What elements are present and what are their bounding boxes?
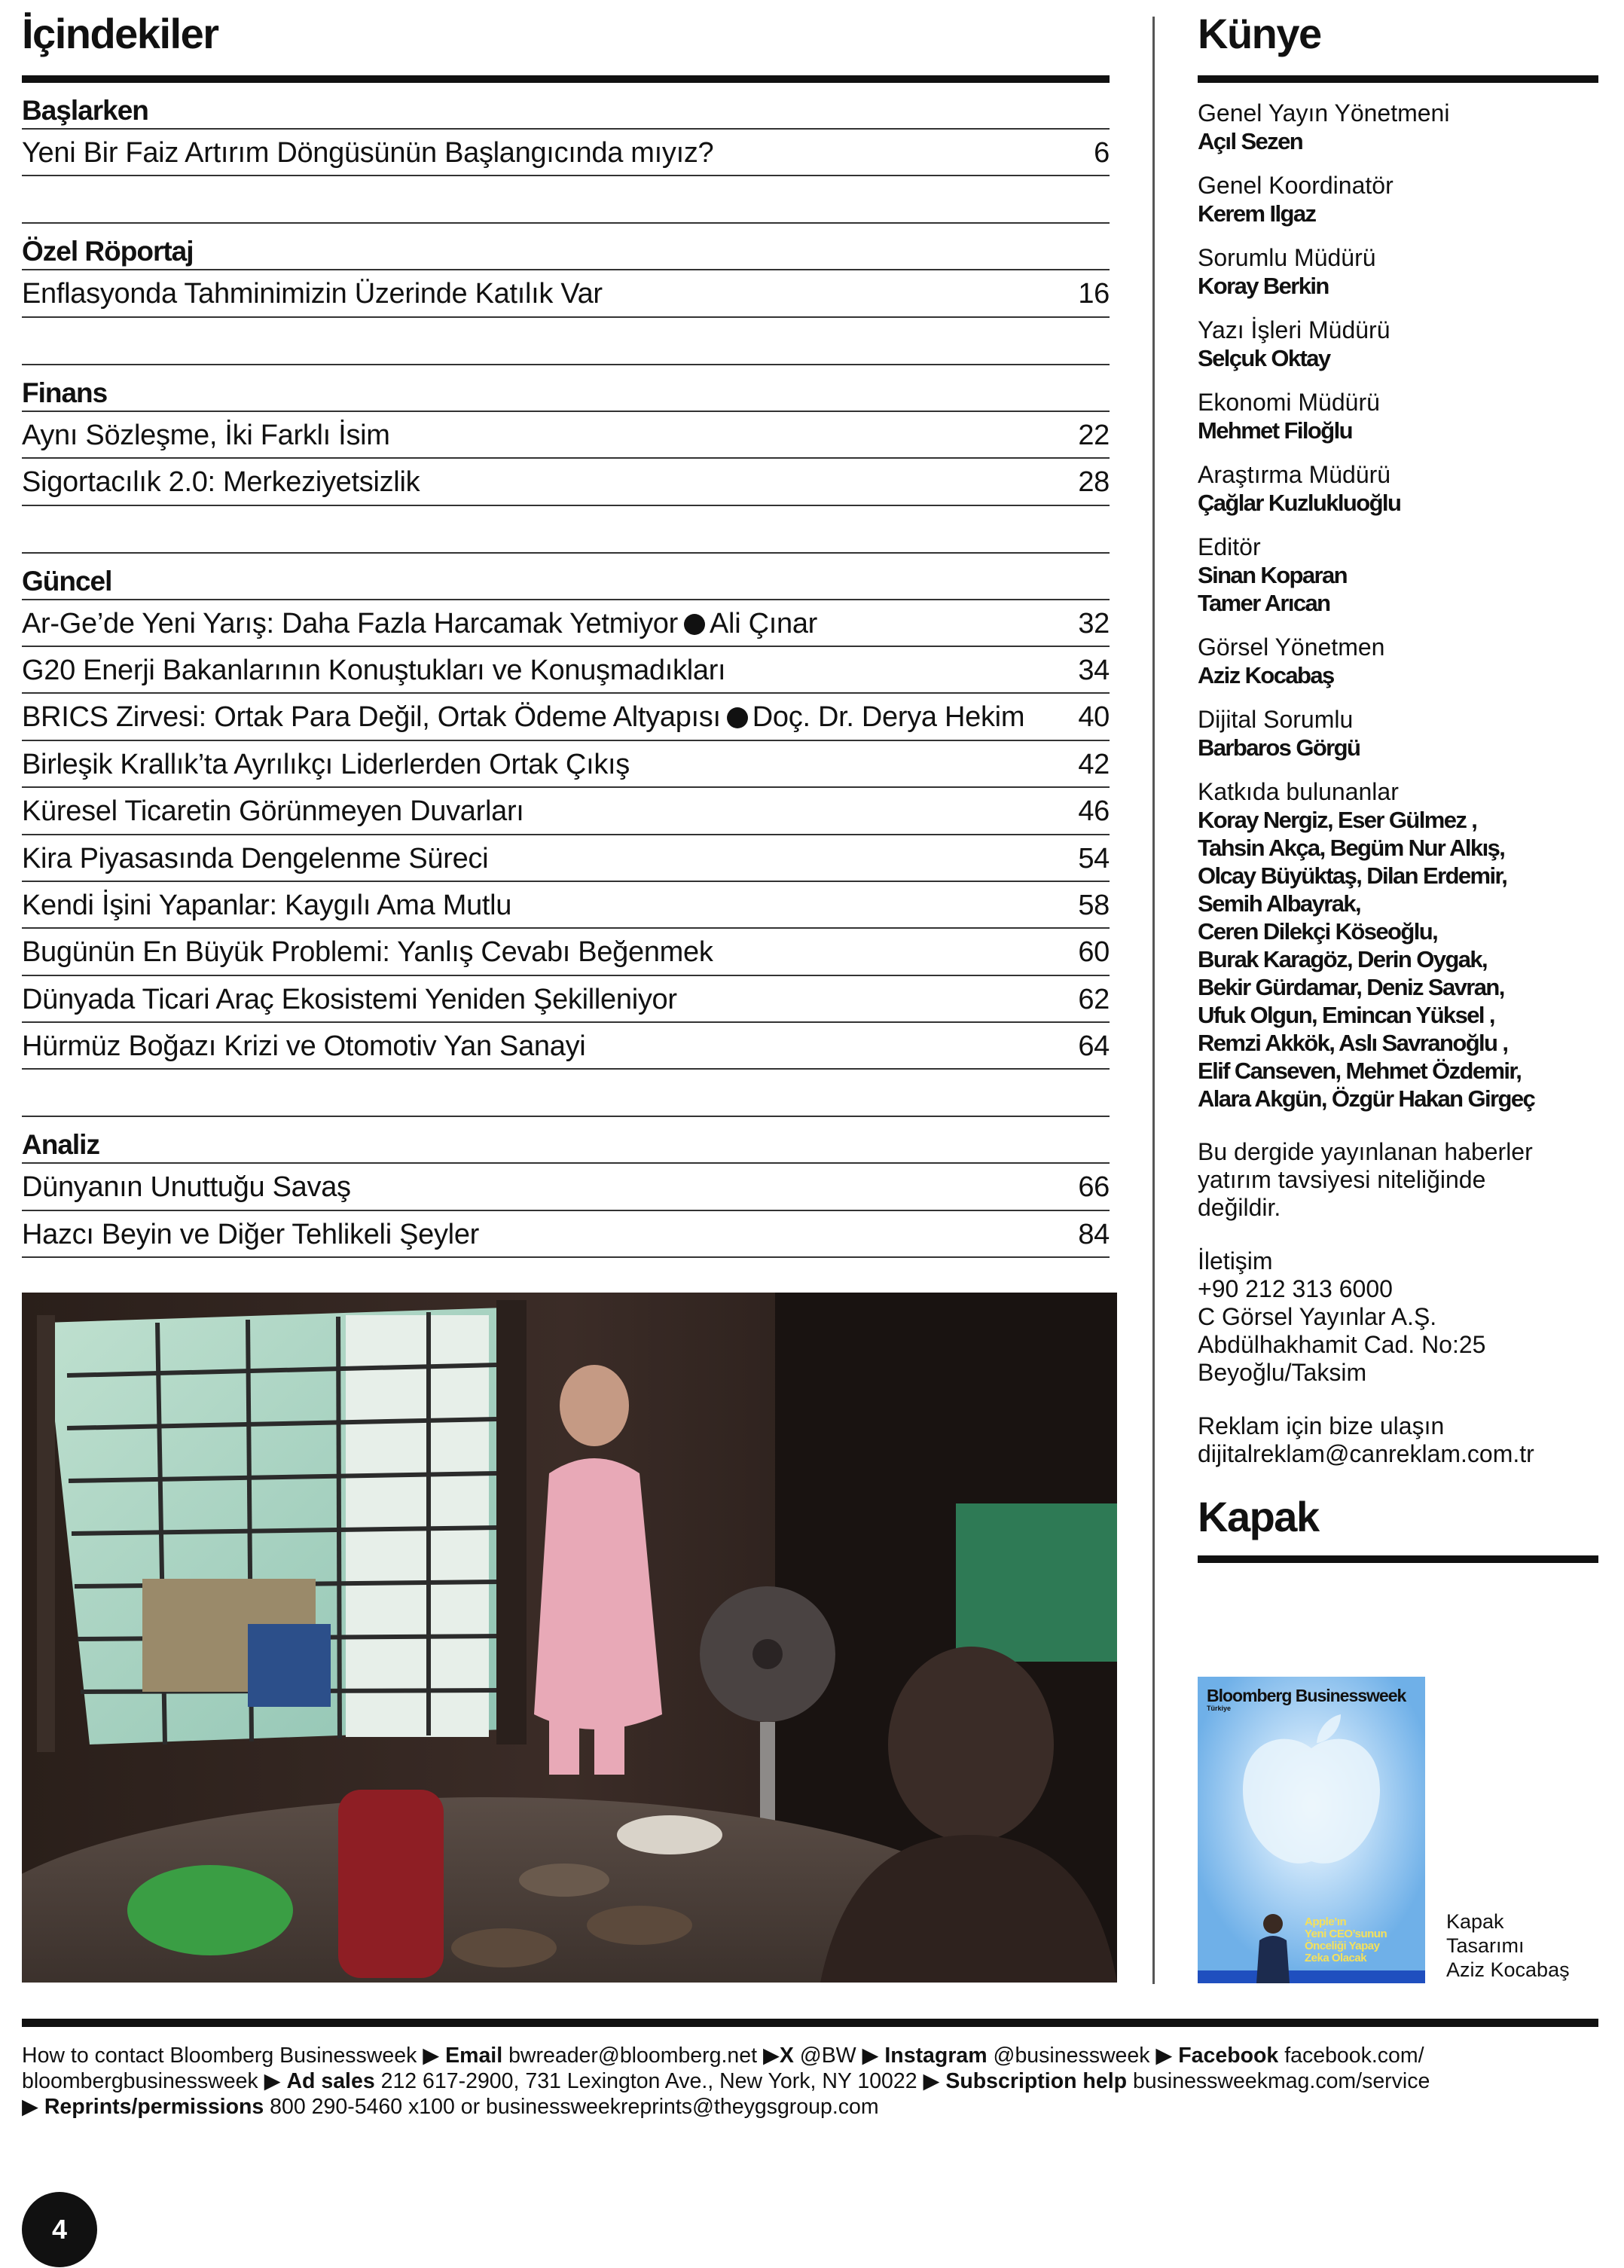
footer-line (22, 2094, 1598, 2120)
masthead-title-rule (1198, 75, 1598, 83)
footer-text[interactable]: ▶ (22, 2095, 44, 2119)
toc-entry-title: Aynı Sözleşme, İki Farklı İsim (22, 419, 390, 451)
bullet-dot-icon (684, 614, 705, 635)
toc-title: İçindekiler (22, 10, 218, 57)
footer-rule (22, 2019, 1598, 2027)
masthead-role (1198, 533, 1598, 617)
footer-text[interactable]: @businessweek ▶ (987, 2044, 1179, 2068)
toc-entry-author: Ali Çınar (710, 607, 818, 639)
masthead-roles (1198, 99, 1598, 1113)
staff-name: Koray Berkin (1198, 273, 1329, 299)
toc-section (22, 83, 1110, 224)
disclaimer (1198, 1138, 1598, 1222)
staff-name: Semih Albayrak, (1198, 890, 1361, 917)
contact-phone: +90 212 313 6000 (1198, 1275, 1393, 1302)
footer-label: Ad sales (286, 2069, 375, 2093)
toc-entry-page: 34 (1078, 654, 1110, 686)
toc-entry-page: 60 (1078, 936, 1110, 969)
cover-edition: Türkiye (1207, 1705, 1232, 1712)
footer-label: Email (445, 2044, 503, 2068)
toc-entry[interactable] (22, 270, 1110, 317)
masthead-role (1198, 172, 1598, 227)
cover-headline-line: Apple’ın (1305, 1915, 1347, 1928)
toc-section (22, 224, 1110, 365)
toc-entry-title: BRICS Zirvesi: Ortak Para Değil, Ortak Ödeme Altyapısı (22, 701, 721, 734)
masthead-role (1198, 244, 1598, 300)
toc-entry[interactable] (22, 647, 1110, 694)
advertising-contact (1198, 1412, 1598, 1468)
toc-entry-page: 46 (1078, 795, 1110, 828)
role-title: Araştırma Müdürü (1198, 461, 1391, 488)
contact-company: C Görsel Yayınlar A.Ş. (1198, 1303, 1437, 1330)
feature-photo (22, 1293, 1117, 1983)
masthead-role (1198, 461, 1598, 517)
toc-entry-title: Hazcı Beyin ve Diğer Tehlikeli Şeyler (22, 1218, 480, 1250)
masthead-role (1198, 778, 1598, 1113)
toc-entry-label (22, 600, 817, 646)
masthead (1198, 0, 1598, 1563)
footer-label: Subscription help (945, 2069, 1128, 2093)
toc-entry-title: Dünyada Ticari Araç Ekosistemi Yeniden Şekilleniyor (22, 983, 677, 1015)
footer-label: Reprints/permissions (44, 2095, 264, 2119)
staff-name: Remzi Akkök, Aslı Savranoğlu , (1198, 1030, 1508, 1056)
toc-entry-page: 54 (1078, 842, 1110, 875)
toc-entry[interactable] (22, 130, 1110, 176)
toc-section (22, 1117, 1110, 1258)
toc-entry[interactable] (22, 1164, 1110, 1210)
toc-entry-page: 16 (1078, 278, 1110, 310)
toc-entry-label (22, 270, 603, 316)
toc-entry-label (22, 929, 713, 974)
toc-entry-title: Dünyanın Unuttuğu Savaş (22, 1171, 351, 1204)
staff-name: Olcay Büyüktaş, Dilan Erdemir, (1198, 862, 1507, 889)
toc-entry-page: 42 (1078, 748, 1110, 780)
cover-title-rule (1198, 1555, 1598, 1563)
toc-entry-label (22, 835, 488, 881)
section-heading: Analiz (22, 1117, 1110, 1164)
toc-entry-label (22, 741, 630, 786)
toc-entry-page: 84 (1078, 1218, 1110, 1250)
role-title: Yazı İşleri Müdürü (1198, 316, 1390, 343)
cover-caption (1446, 1909, 1570, 1982)
toc-entry-page: 58 (1078, 889, 1110, 921)
cover-masthead: Bloomberg Businessweek (1207, 1686, 1406, 1705)
footer-label: Instagram (884, 2044, 988, 2068)
footer-text[interactable]: 212 617-2900, 731 Lexington Ave., New York, NY 10022 ▶ (374, 2069, 946, 2093)
toc-section (22, 365, 1110, 554)
toc-entry-label (22, 412, 390, 457)
section-separator (22, 176, 1110, 224)
footer-label: Facebook (1178, 2044, 1279, 2068)
staff-name: Açıl Sezen (1198, 128, 1303, 154)
bullet-dot-icon (727, 707, 748, 728)
toc-entry[interactable] (22, 1023, 1110, 1070)
staff-name: Tahsin Akça, Begüm Nur Alkış, (1198, 835, 1505, 861)
staff-name: Kerem Ilgaz (1198, 200, 1316, 227)
toc-entry[interactable] (22, 1211, 1110, 1258)
role-title: Editör (1198, 533, 1261, 560)
cover-headline-line: Yeni CEO’sunun (1305, 1928, 1387, 1940)
footer-text[interactable]: bwreader@bloomberg.net ▶ (502, 2044, 780, 2068)
footer-text[interactable]: bloombergbusinessweek ▶ (22, 2069, 287, 2093)
role-title: Katkıda bulunanlar (1198, 778, 1399, 805)
cover-headline (1305, 1916, 1387, 1964)
staff-name: Aziz Kocabaş (1198, 662, 1334, 688)
section-separator (22, 1070, 1110, 1117)
toc-entry[interactable] (22, 882, 1110, 929)
footer-text[interactable]: @BW ▶ (793, 2044, 885, 2068)
staff-name: Alara Akgün, Özgür Hakan Girgeç (1198, 1085, 1535, 1112)
section-heading: Finans (22, 365, 1110, 412)
footer-line (22, 2068, 1598, 2094)
role-title: Sorumlu Müdürü (1198, 244, 1376, 271)
toc-entry-page: 62 (1078, 983, 1110, 1015)
contact-footer (22, 2043, 1598, 2120)
toc-entry[interactable] (22, 929, 1110, 975)
toc-entry-label (22, 882, 511, 927)
toc-entry[interactable] (22, 694, 1110, 740)
toc-entry-title: Kira Piyasasında Dengelenme Süreci (22, 842, 489, 875)
toc-entry-page: 28 (1078, 466, 1110, 499)
toc-entry-label (22, 1023, 585, 1068)
cover-headline-line: Zeka Olacak (1305, 1952, 1367, 1964)
toc-entry-title: Kendi İşini Yapanlar: Kaygılı Ama Mutlu (22, 889, 512, 921)
toc-entry-title: Birleşik Krallık’ta Ayrılıkçı Liderlerden Ortak Çıkış (22, 748, 630, 780)
toc-entry[interactable] (22, 412, 1110, 459)
staff-name: Ceren Dilekçi Köseoğlu, (1198, 918, 1438, 945)
ads-email[interactable]: dijitalreklam@canreklam.com.tr (1198, 1440, 1534, 1467)
toc-entry-page: 66 (1078, 1171, 1110, 1204)
disclaimer-line: yatırım tavsiyesi niteliğinde (1198, 1166, 1486, 1193)
toc-entry-page: 6 (1094, 137, 1110, 169)
photo-illustration (22, 1293, 1117, 1983)
toc-entry-title: Küresel Ticaretin Görünmeyen Duvarları (22, 795, 524, 828)
footer-text[interactable]: 800 290-5460 x100 or businessweekreprints@theygsgroup.com (264, 2095, 879, 2119)
cover-section-title: Kapak (1198, 1493, 1319, 1540)
section-heading: Başlarken (22, 83, 1110, 130)
toc-entry-title: Hürmüz Boğazı Krizi ve Otomotiv Yan Sanayi (22, 1030, 586, 1063)
role-title: Genel Koordinatör (1198, 172, 1394, 199)
disclaimer-line: Bu dergide yayınlanan haberler (1198, 1138, 1533, 1165)
masthead-role (1198, 706, 1598, 762)
masthead-role (1198, 633, 1598, 689)
toc-entry-page: 22 (1078, 419, 1110, 451)
page-number: 4 (22, 2192, 97, 2267)
toc-entry[interactable] (22, 741, 1110, 788)
toc-entry[interactable] (22, 788, 1110, 835)
cover-thumbnail (1198, 1677, 1425, 1983)
toc-entry[interactable] (22, 976, 1110, 1023)
footer-text[interactable]: facebook.com/ (1278, 2044, 1424, 2068)
section-heading: Özel Röportaj (22, 224, 1110, 270)
toc-entry-page: 64 (1078, 1030, 1110, 1063)
contact-heading: İletişim (1198, 1247, 1273, 1274)
cover-caption-line: Aziz Kocabaş (1446, 1958, 1570, 1981)
toc-entry-label (22, 694, 1024, 739)
staff-name: Sinan Koparan (1198, 562, 1347, 588)
footer-label: X (779, 2044, 794, 2068)
table-of-contents (22, 0, 1110, 1258)
footer-text[interactable]: businessweekmag.com/service (1127, 2069, 1430, 2093)
toc-entry-title: Enflasyonda Tahminimizin Üzerinde Katılık Var (22, 278, 603, 310)
role-title: Görsel Yönetmen (1198, 633, 1385, 661)
section-heading: Güncel (22, 554, 1110, 600)
role-title: Genel Yayın Yönetmeni (1198, 99, 1450, 127)
toc-entry-label (22, 1211, 479, 1256)
toc-entry-title: Ar-Ge’de Yeni Yarış: Daha Fazla Harcamak Yetmiyor (22, 607, 678, 639)
contact-info (1198, 1247, 1598, 1387)
column-divider (1152, 17, 1155, 1984)
staff-name: Tamer Arıcan (1198, 590, 1330, 616)
masthead-title: Künye (1198, 10, 1321, 57)
toc-sections (22, 83, 1110, 1258)
toc-entry-label (22, 976, 677, 1021)
masthead-role (1198, 316, 1598, 372)
cover-headline-line: Önceliği Yapay (1305, 1940, 1380, 1952)
contact-address: Abdülhakhamit Cad. No:25 (1198, 1331, 1486, 1358)
staff-name: Burak Karagöz, Derin Oygak, (1198, 946, 1488, 972)
masthead-role (1198, 389, 1598, 444)
section-separator (22, 318, 1110, 365)
masthead-role (1198, 99, 1598, 155)
toc-entry-title: G20 Enerji Bakanlarının Konuştukları ve Konuşmadıkları (22, 654, 726, 686)
toc-entry[interactable] (22, 459, 1110, 505)
role-title: Dijital Sorumlu (1198, 706, 1354, 733)
toc-title-rule (22, 75, 1110, 83)
toc-entry-title: Bugünün En Büyük Problemi: Yanlış Cevabı Beğenmek (22, 936, 713, 969)
toc-entry-page: 40 (1078, 701, 1110, 734)
toc-entry-label (22, 459, 420, 504)
staff-name: Bekir Gürdamar, Deniz Savran, (1198, 974, 1504, 1000)
footer-line (22, 2043, 1598, 2068)
toc-entry-label (22, 130, 713, 175)
toc-entry[interactable] (22, 600, 1110, 647)
staff-name: Ufuk Olgun, Emincan Yüksel , (1198, 1002, 1494, 1028)
toc-entry-page: 32 (1078, 607, 1110, 639)
role-title: Ekonomi Müdürü (1198, 389, 1380, 416)
cover-caption-line: Kapak (1446, 1910, 1504, 1933)
staff-name: Çağlar Kuzlukluoğlu (1198, 490, 1401, 516)
staff-name: Barbaros Görgü (1198, 734, 1360, 761)
ads-heading: Reklam için bize ulaşın (1198, 1412, 1445, 1439)
toc-section (22, 554, 1110, 1118)
toc-entry-title: Sigortacılık 2.0: Merkeziyetsizlik (22, 466, 420, 499)
staff-name: Koray Nergiz, Eser Gülmez , (1198, 807, 1477, 833)
disclaimer-line: değildir. (1198, 1194, 1281, 1221)
toc-entry-label (22, 788, 524, 833)
staff-name: Elif Canseven, Mehmet Özdemir, (1198, 1058, 1522, 1084)
toc-entry-label (22, 647, 725, 692)
section-separator (22, 506, 1110, 554)
toc-entry-author: Doç. Dr. Derya Hekim (752, 701, 1025, 734)
toc-entry[interactable] (22, 835, 1110, 882)
staff-name: Mehmet Filoğlu (1198, 417, 1352, 444)
staff-name: Selçuk Oktay (1198, 345, 1330, 371)
toc-entry-title: Yeni Bir Faiz Artırım Döngüsünün Başlangıcında mıyız? (22, 137, 714, 169)
footer-text[interactable]: How to contact Bloomberg Businessweek ▶ (22, 2044, 446, 2068)
cover-caption-line: Tasarımı (1446, 1934, 1525, 1957)
contact-district: Beyoğlu/Taksim (1198, 1359, 1367, 1386)
toc-entry-label (22, 1164, 351, 1209)
